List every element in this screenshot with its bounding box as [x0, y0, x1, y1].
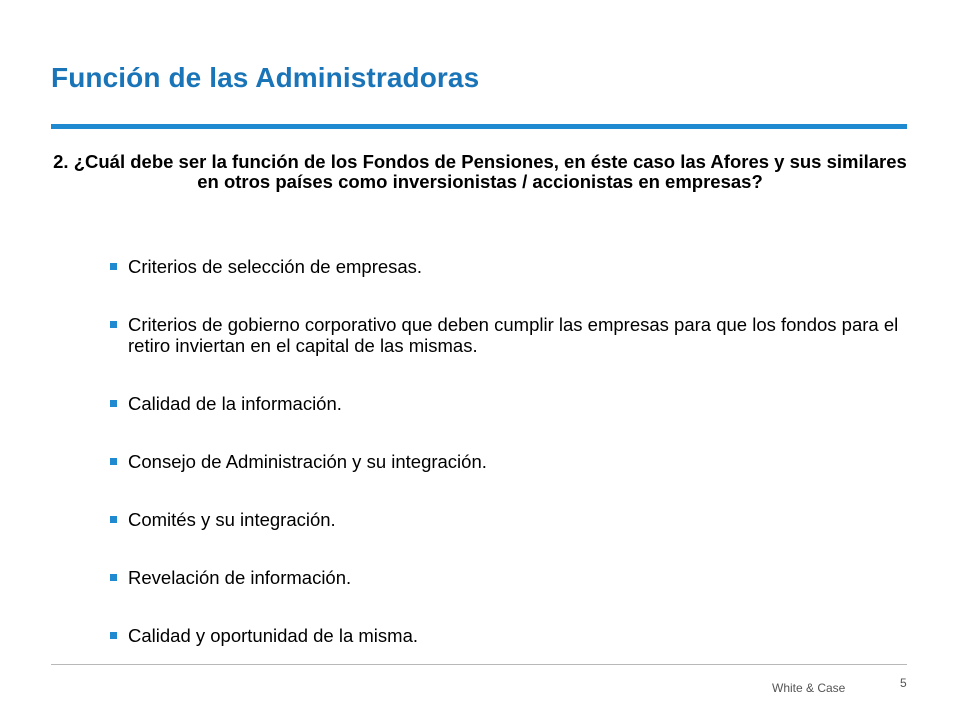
bullet-item [110, 256, 900, 277]
bullet-text: Consejo de Administración y su integración. [128, 451, 487, 472]
bullet-text: Calidad y oportunidad de la misma. [128, 625, 418, 646]
bullet-item [110, 567, 900, 588]
bullet-text: Criterios de gobierno corporativo que deben cumplir las empresas para que los fondos para el retiro inviertan en el capital de las mismas. [128, 314, 899, 356]
square-bullet-icon [110, 263, 117, 270]
square-bullet-icon [110, 400, 117, 407]
bullet-text: Calidad de la información. [128, 393, 342, 414]
question-text: 2. ¿Cuál debe ser la función de los Fondos de Pensiones, en éste caso las Afores y sus similares en otros países como inversionistas / accionistas en empresas? [53, 151, 907, 192]
square-bullet-icon [110, 574, 117, 581]
title-underline [51, 124, 907, 129]
bullet-item [110, 393, 900, 414]
square-bullet-icon [110, 321, 117, 328]
square-bullet-icon [110, 516, 117, 523]
square-bullet-icon [110, 632, 117, 639]
square-bullet-icon [110, 458, 117, 465]
bullet-item [110, 509, 900, 530]
page-number: 5 [900, 676, 907, 690]
footer-divider [51, 664, 907, 665]
bullet-item [110, 625, 900, 646]
footer-company: White & Case [772, 681, 846, 695]
bullet-text: Revelación de información. [128, 567, 352, 588]
bullet-text: Comités y su integración. [128, 509, 336, 530]
bullet-item [110, 451, 900, 472]
slide-title: Función de las Administradoras [51, 62, 480, 93]
bullet-list [110, 256, 900, 683]
bullet-text: Criterios de selección de empresas. [128, 256, 423, 277]
bullet-item [110, 314, 900, 356]
